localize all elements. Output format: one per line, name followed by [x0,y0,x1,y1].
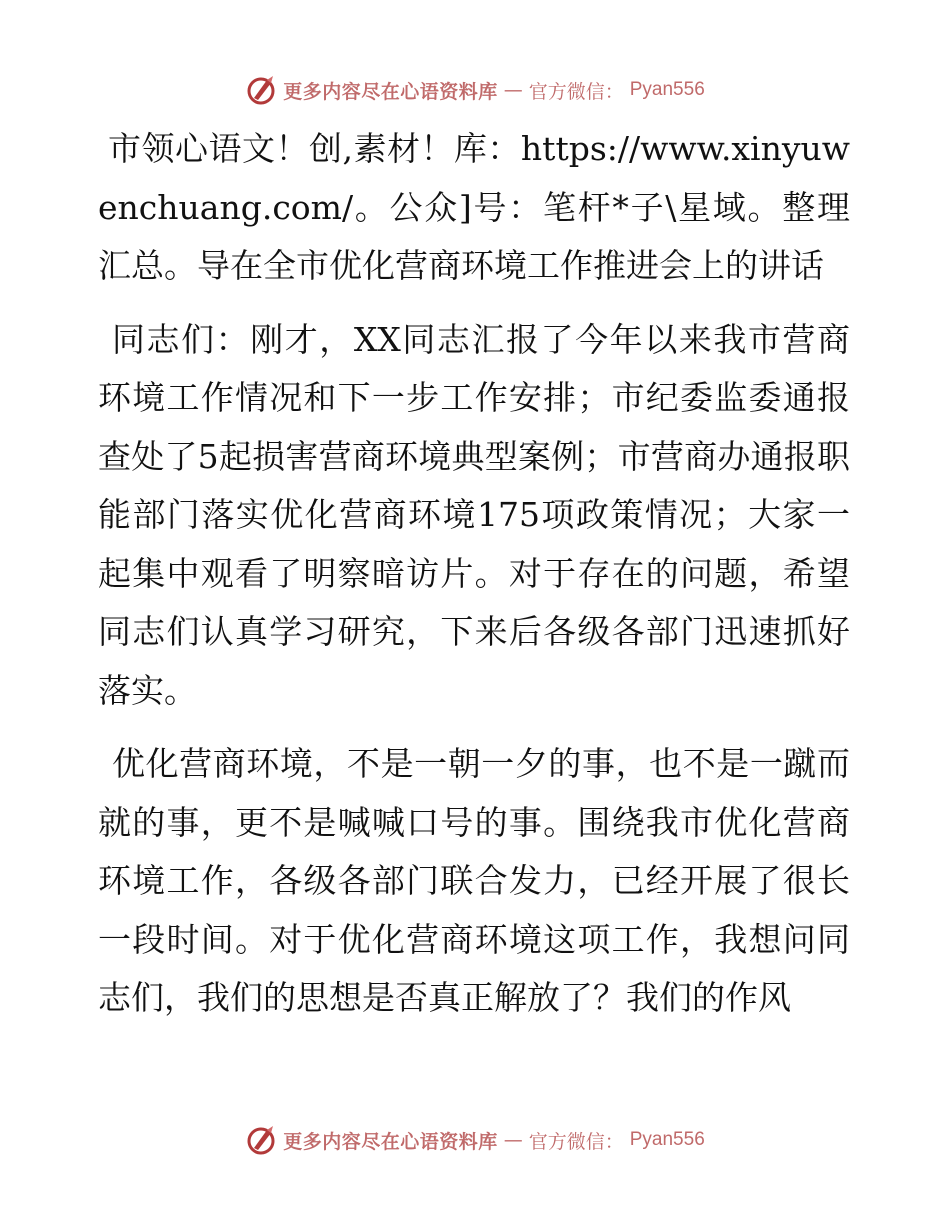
paragraph-opening: 同志们：刚才，XX同志汇报了今年以来我市营商环境工作情况和下一步工作安排；市纪委监委通报查处了5起损害营商环境典型案例；市营商办通报职能部门落实优化营商环境175项政策情况；大家一起集中观看了明察暗访片。对于存在的问题，希望同志们认真学习研究，下来后各级各部门迅速抓好落实。 [98,319,850,710]
watermark-site-text: 更多内容尽在心语资料库 [283,1130,498,1153]
watermark-wechat-label: 官方微信： [528,1130,624,1153]
watermark-wechat-id: Pyan556 [629,1129,705,1150]
watermark-site-text: 更多内容尽在心语资料库 [283,80,498,103]
watermark-separator: — [503,79,523,101]
header-watermark [0,70,950,110]
watermark-separator: — [503,1129,523,1151]
quill-pen-logo-icon [245,74,277,106]
watermark-wechat-id: Pyan556 [629,79,705,100]
quill-pen-logo-icon [245,1124,277,1156]
paragraph-title: 市领心语文！创,素材！库：https://www.xinyuwenchuang.com/。公众]号：笔杆*子\星域。整理汇总。导在全市优化营商环境工作推进会上的讲话 [98,129,850,285]
document-body [98,120,850,1043]
watermark-wechat-label: 官方微信： [528,80,624,103]
footer-watermark [0,1120,950,1160]
paragraph-body: 优化营商环境，不是一朝一夕的事，也不是一蹴而就的事，更不是喊喊口号的事。围绕我市优化营商环境工作，各级各部门联合发力，已经开展了很长一段时间。对于优化营商环境这项工作，我想问同志们，我们的思想是否真正解放了？我们的作风 [98,744,850,1017]
